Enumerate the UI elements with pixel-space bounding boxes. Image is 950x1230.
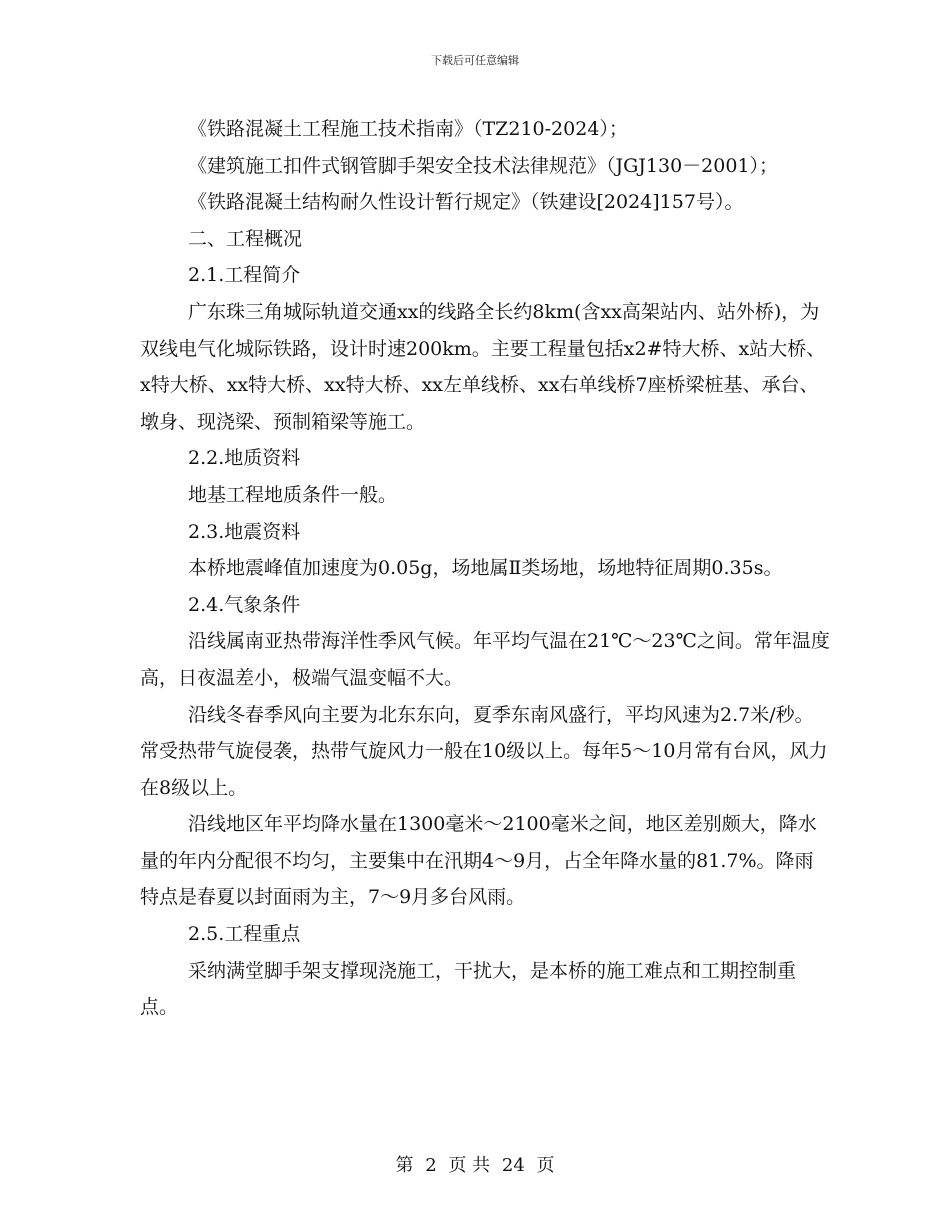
section-heading-overview: 二、工程概况 bbox=[188, 227, 303, 250]
paragraph-geology: 地基工程地质条件一般。 bbox=[188, 483, 398, 506]
footer-prefix: 第 bbox=[395, 1155, 414, 1176]
reference-2: 《建筑施工扣件式钢管脚手架安全技术法律规范》（JGJ130－2001）； bbox=[188, 154, 779, 177]
footer-total-pages: 24 bbox=[501, 1155, 525, 1176]
paragraph-key-points: 采纳满堂脚手架支撑现浇施工，干扰大，是本桥的施工难点和工期控制重点。 bbox=[140, 959, 797, 1019]
footer-suffix: 页 bbox=[536, 1155, 555, 1176]
footer-middle: 页 共 bbox=[448, 1155, 491, 1176]
paragraph-weather-wind: 沿线冬春季风向主要为北东东向，夏季东南风盛行，平均风速为2.7米/秒。常受热带气旋侵袭，热带气旋风力一般在10级以上。每年5～10月常有台风，风力在8级以上。 bbox=[140, 703, 828, 799]
subheading-seismic: 2.3.地震资料 bbox=[188, 520, 301, 543]
subheading-geology: 2.2.地质资料 bbox=[188, 447, 301, 470]
paragraph-project-intro: 广东珠三角城际轨道交通xx的线路全长约8km(含xx高架站内、站外桥)，为双线电气化城际铁路，设计时速200km。主要工程量包括x2#特大桥、x站大桥、x特大桥、xx特大桥、xx特大桥、xx左单线桥、xx右单线桥7座桥梁桩基、承台、墩身、现浇梁、预制箱梁等施工。 bbox=[140, 300, 826, 433]
page-footer bbox=[0, 1154, 950, 1178]
subheading-project-intro: 2.1.工程简介 bbox=[188, 264, 301, 287]
reference-3: 《铁路混凝土结构耐久性设计暂行规定》（铁建设[2024]157号）。 bbox=[188, 191, 744, 214]
subheading-weather: 2.4.气象条件 bbox=[188, 593, 301, 616]
paragraph-seismic: 本桥地震峰值加速度为0.05g，场地属Ⅱ类场地，场地特征周期0.35s。 bbox=[188, 557, 783, 580]
subheading-key-points: 2.5.工程重点 bbox=[188, 923, 301, 946]
document-body bbox=[140, 111, 830, 1026]
reference-1: 《铁路混凝土工程施工技术指南》（TZ210-2024）； bbox=[188, 118, 628, 140]
paragraph-weather-rain: 沿线地区年平均降水量在1300毫米～2100毫米之间，地区差别颇大，降水量的年内分配很不均匀，主要集中在汛期4～9月，占全年降水量的81.7%。降雨特点是春夏以封面雨为主，7～9月多台风雨。 bbox=[140, 813, 817, 909]
paragraph-weather-climate: 沿线属南亚热带海洋性季风气候。年平均气温在21℃～23℃之间。常年温度高，日夜温差小，极端气温变幅不大。 bbox=[140, 630, 830, 689]
footer-page-number: 2 bbox=[425, 1155, 437, 1176]
page-header: 下载后可任意编辑 bbox=[431, 54, 519, 67]
